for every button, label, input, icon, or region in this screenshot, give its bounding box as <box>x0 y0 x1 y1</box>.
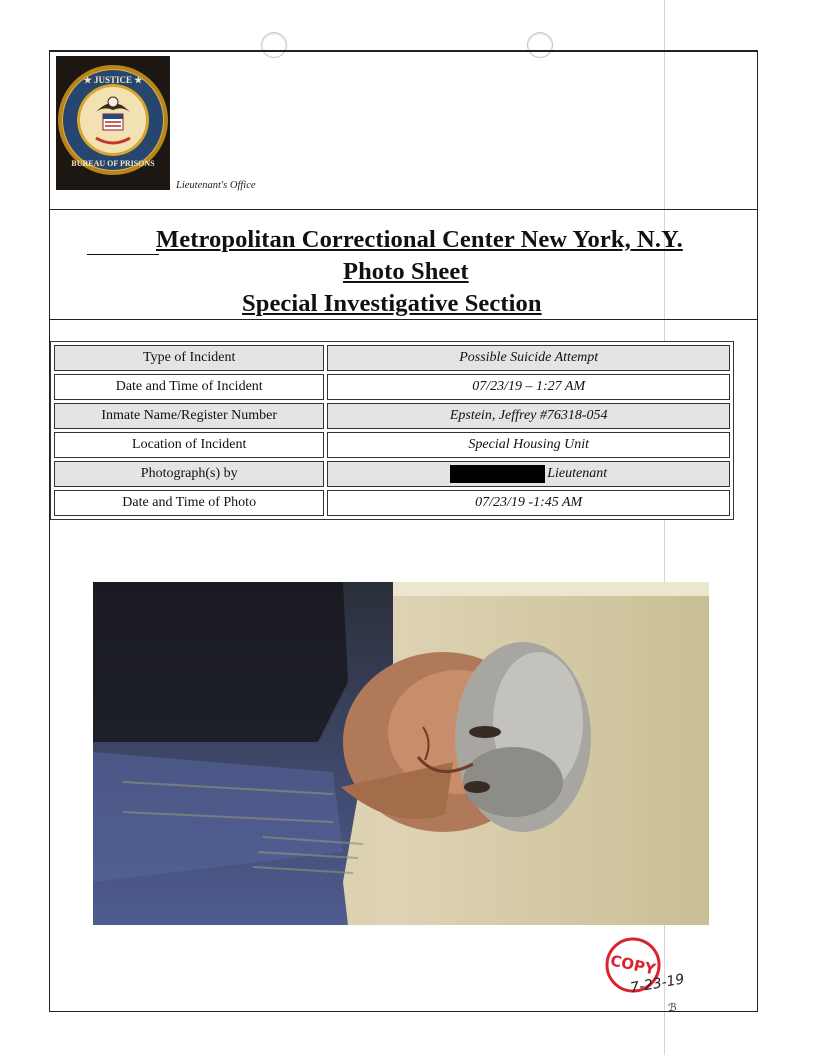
photographer-title: Lieutenant <box>547 466 608 482</box>
row-label: Date and Time of Incident <box>54 374 324 400</box>
office-label: Lieutenant's Office <box>176 180 256 191</box>
incident-table <box>50 341 734 520</box>
section-title: Special Investigative Section <box>242 290 542 317</box>
table-row <box>54 461 730 487</box>
row-value-redacted <box>327 461 730 487</box>
row-label: Location of Incident <box>54 432 324 458</box>
svg-text:COPY: COPY <box>608 951 658 979</box>
table-row <box>54 403 730 429</box>
title-lead-rule <box>87 254 159 255</box>
table-row <box>54 432 730 458</box>
svg-text:BUREAU OF PRISONS: BUREAU OF PRISONS <box>71 159 155 168</box>
title-top-rule <box>49 209 758 210</box>
row-value: Special Housing Unit <box>327 432 730 458</box>
row-label: Type of Incident <box>54 345 324 371</box>
table-row <box>54 374 730 400</box>
header-top-rule <box>49 50 758 52</box>
row-label: Date and Time of Photo <box>54 490 324 516</box>
inmate-photo <box>93 582 709 925</box>
title-bottom-rule <box>49 319 758 320</box>
row-label: Photograph(s) by <box>54 461 324 487</box>
page-title: Metropolitan Correctional Center New York, N.Y. <box>156 226 683 253</box>
table-row <box>54 345 730 371</box>
doj-bop-seal-icon <box>56 56 170 190</box>
handwritten-date: 7-23-19 <box>629 971 686 997</box>
row-label: Inmate Name/Register Number <box>54 403 324 429</box>
row-value: 07/23/19 -1:45 AM <box>327 490 730 516</box>
svg-text:★ JUSTICE ★: ★ JUSTICE ★ <box>83 75 143 85</box>
page-subtitle: Photo Sheet <box>343 258 469 285</box>
row-value: Possible Suicide Attempt <box>327 345 730 371</box>
table-row <box>54 490 730 516</box>
row-value: 07/23/19 – 1:27 AM <box>327 374 730 400</box>
row-value: Epstein, Jeffrey #76318-054 <box>327 403 730 429</box>
redaction-block <box>450 465 545 483</box>
handwritten-initials-icon: ℬ <box>668 1001 677 1014</box>
